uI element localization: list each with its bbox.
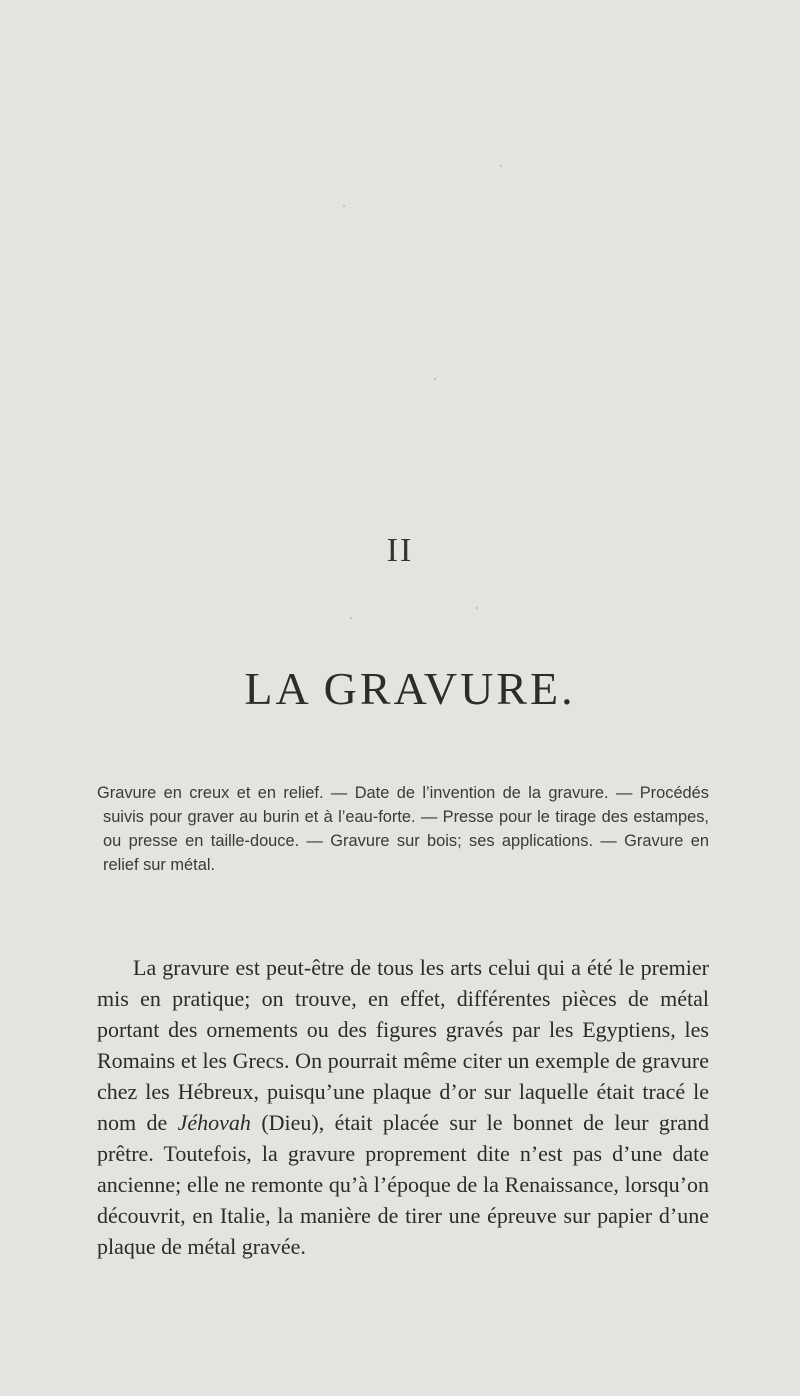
paragraph-text-start: La gravure est peut-être de tous les arts celui qui a été le premier mis en pratique; on trouve, en effet, différentes pièces de métal portant des ornements ou des figures gravés par les Egyptiens, les Romains et les Grecs. On pourrait même citer un exemple de gravure chez les Hébreux, puisqu’une plaque d’or sur laquelle était tracé le nom de [97,955,709,1135]
paper-speck [434,378,436,380]
paragraph-text-end: (Dieu), était placée sur le bonnet de leur grand prêtre. Toutefois, la gravure proprement dite n’est pas d’une date ancienne; elle ne remonte qu’à l’époque de la Renaissance, lorsqu’on découvrit, en Italie, la manière de tirer une épreuve sur papier d’une plaque de métal gravée. [97,1110,709,1259]
chapter-title: LA GRAVURE. [244,663,576,714]
paper-speck [500,165,502,167]
chapter-summary: Gravure en creux et en relief. — Date de l’invention de la gravure. — Procédés suivis pour graver au burin et à l’eau-forte. — Presse pour le tirage des estampes, ou presse en taille-douce. — Gravure sur bois; ses applications. — Gravure en relief sur métal. [97,784,709,874]
body-paragraph [97,952,709,1262]
paper-speck [476,607,478,609]
italic-name-jehovah: Jéhovah [177,1110,251,1135]
paper-speck [350,617,352,619]
paper-speck [343,205,345,207]
chapter-number: II [386,532,414,569]
